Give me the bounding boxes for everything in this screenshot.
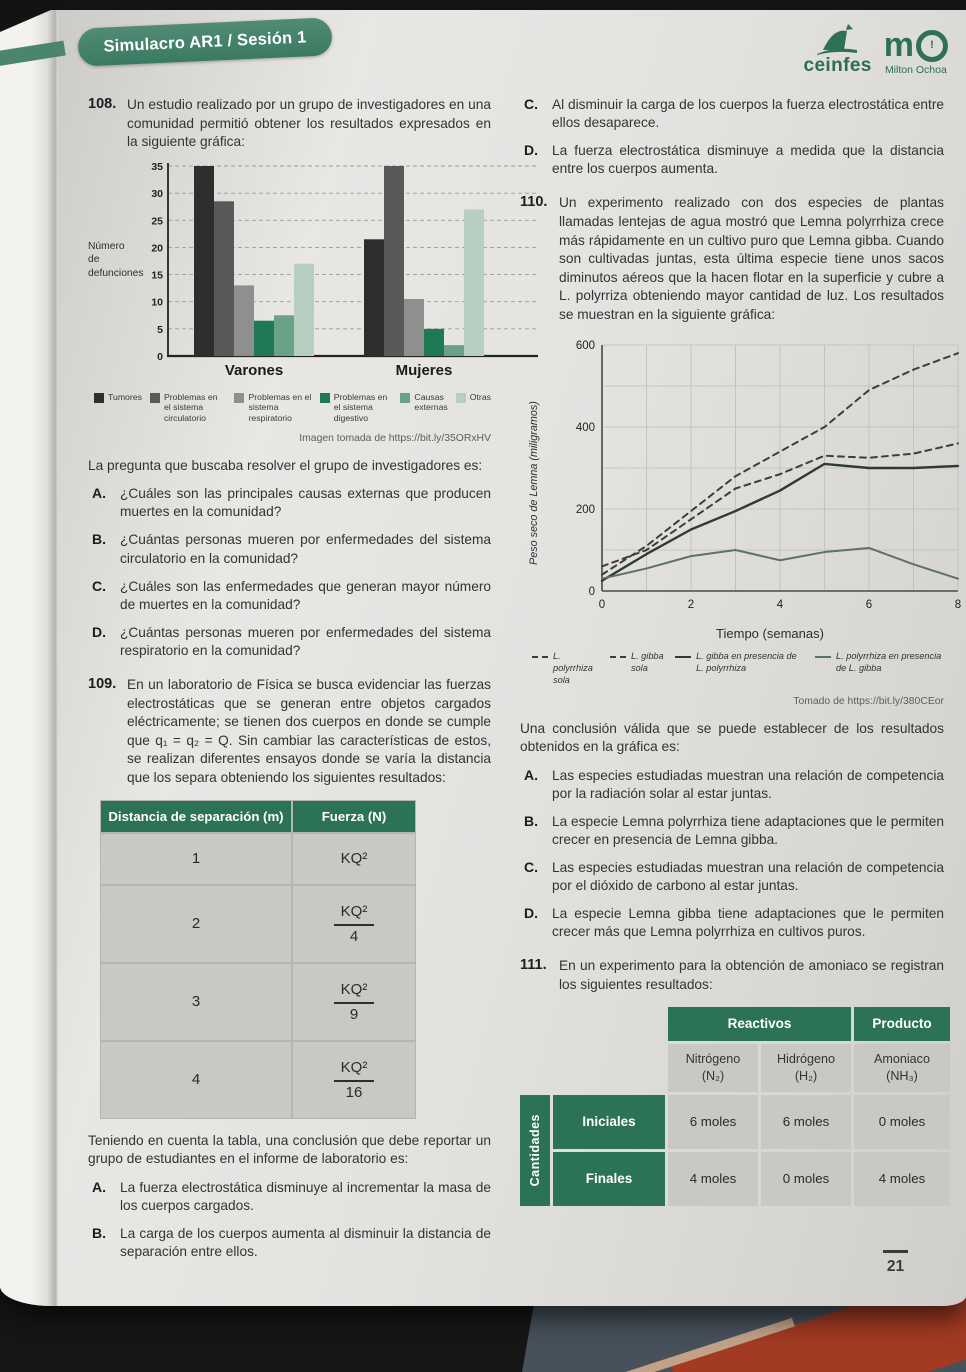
legend-marker [610,656,626,658]
line-chart-source: Tomado de https://bit.ly/380CEor [793,695,944,707]
ceinfes-brand-block [803,22,871,75]
option-110-c [524,859,944,895]
option-text: ¿Cuántas personas mueren por enfermedades del sistema respiratorio en la comunidad? [120,624,491,658]
bar-chart-legend [94,392,491,424]
page-left-fold [0,10,58,1306]
option-letter: A. [92,1178,106,1195]
fold-green-band [0,41,66,67]
table-cell-distance: 1 [101,834,291,884]
option-text: ¿Cuántas personas mueren por enfermedades del sistema circulatorio en la comunidad? [120,532,491,566]
svg-text:600: 600 [575,339,595,352]
force-fraction [334,849,375,868]
fraction-denominator: 16 [334,1080,375,1101]
option-letter: D. [524,905,538,922]
legend-swatch [320,393,330,403]
svg-text:Mujeres: Mujeres [395,361,453,379]
svg-text:0: 0 [588,585,595,598]
svg-text:2: 2 [687,598,695,611]
page-number [883,1250,908,1276]
legend-label: Otras [469,391,491,402]
legend-item [234,392,311,424]
table-cell-force [293,964,415,1040]
option-text: La fuerza electrostática disminuye a medida que la distancia entre los cuerpos aumenta. [552,143,944,177]
svg-text:6: 6 [865,598,873,611]
option-108-d [92,624,491,660]
svg-text:0: 0 [157,350,163,363]
row-label-finales: Finales [553,1152,665,1206]
svg-text:8: 8 [954,598,962,611]
option-109-c [524,96,944,132]
question-110 [520,194,944,324]
question-109-number: 109. [88,675,117,692]
table-side-label [520,1095,550,1206]
option-108-c [92,578,491,614]
milton-ochoa-block [883,25,948,76]
force-fraction [334,980,375,1023]
question-111-number: 111. [520,957,547,974]
col-formula: (NH₃) [886,1068,918,1083]
table-cell-force [293,1042,415,1118]
option-text: Las especies estudiadas muestran una relación de competencia por el dióxido de carbono al estar juntas. [552,860,944,894]
legend-label: Tumores [108,391,142,402]
legend-item [815,651,944,687]
legend-item [94,392,142,424]
legend-item [320,392,393,424]
legend-swatch [400,393,410,403]
option-text: Al disminuir la carga de los cuerpos la fuerza electrostática entre ellos desaparece. [552,97,944,131]
fraction-numerator: KQ² [340,1059,368,1077]
legend-label: Problemas en el sistema respiratorio [248,391,312,424]
option-letter: B. [92,1225,106,1242]
svg-text:15: 15 [151,269,163,282]
table-cell: 6 moles [761,1095,851,1149]
col-header-nitrogeno [668,1044,758,1092]
svg-text:20: 20 [151,242,163,255]
table-cell: 4 moles [854,1152,950,1206]
legend-label: L. polyrrhiza sola [553,650,593,685]
svg-text:5: 5 [157,323,163,336]
ammonia-table [520,1007,944,1206]
col-formula: (H₂) [794,1068,818,1083]
svg-text:400: 400 [575,421,595,434]
option-109-d [524,142,944,178]
legend-swatch [234,393,244,403]
fraction-denominator: 4 [334,924,375,945]
deaths-bar-chart [88,160,491,444]
svg-text:Varones: Varones [224,361,284,379]
legend-marker [532,656,548,658]
col-formula: (N₂) [701,1068,725,1083]
fraction-numerator: KQ² [340,981,368,999]
option-text: ¿Cuáles son las enfermedades que generan mayor número de muertes en la comunidad? [120,578,491,612]
question-110-stem: Una conclusión válida que se puede establecer de los resultados obtenidos en la gráfica es: [520,720,944,755]
legend-item [150,392,227,424]
question-108-stem: La pregunta que buscaba resolver el grupo de investigadores es: [88,457,483,473]
table-cell-force [293,834,415,884]
svg-text:10: 10 [151,296,163,309]
legend-label: Problemas en el sistema circulatorio [163,391,218,424]
option-108-a [92,485,491,521]
col-header-hidrogeno [761,1044,851,1092]
fraction-numerator: KQ² [340,850,368,868]
legend-marker [815,656,831,658]
legend-label: L. gibba sola [630,650,664,673]
page-number-rule [883,1250,908,1253]
option-text: La fuerza electrostática disminuye al incrementar la masa de los cuerpos cargados. [120,1179,491,1214]
option-text: La especie Lemna gibba tiene adaptaciones que le permiten crecer más que Lemna polyrrhiza en cultivos puros. [552,906,944,940]
table-header-producto: Producto [854,1007,950,1041]
session-banner-label: Simulacro AR1 / Sesión 1 [103,27,307,56]
svg-text:30: 30 [151,188,163,201]
page-number-value: 21 [886,1258,905,1275]
question-110-intro: Un experimento realizado con dos especies de plantas llamadas lentejas de agua mostró que Lemna polyrrhiza crece más rápidamente en un cultivo puro que Lemna gibba. Cuando son cultivadas juntas, esta última especie tiene unos sacos diminutos aéreos que la hacen flotar en la superficie y cubre a L. polyrriza obteniendo mayor cantidad de luz. Los resultados se muestran en la siguiente gráfica: [559,195,944,323]
fraction-numerator: KQ² [340,903,368,921]
table-cell: 0 moles [761,1152,851,1206]
bar-chart-ylabel: Número de defunciones [88,240,144,279]
legend-label: L. polyrrhiza en presencia de L. gibba [836,650,942,673]
option-110-b [524,813,944,849]
option-letter: B. [524,812,538,829]
force-fraction [334,1058,375,1101]
svg-text:25: 25 [151,215,163,228]
table-cell: 0 moles [854,1095,950,1149]
question-111-intro: En un experimento para la obtención de amoniaco se registran los siguientes resultados: [559,958,944,993]
question-108-number: 108. [88,96,117,112]
legend-swatch [150,393,160,403]
question-108-intro: Un estudio realizado por un grupo de investigadores en una comunidad permitió obtener los resultados expresados en la siguiente gráfica: [127,97,491,150]
option-letter: A. [92,485,106,502]
table-header-distance: Distancia de separación (m) [101,801,291,832]
force-fraction [334,902,375,945]
svg-text:4: 4 [776,598,784,611]
option-text: ¿Cuáles son las principales causas externas que producen muertes en la comunidad? [120,486,491,520]
question-109-stem: Teniendo en cuenta la tabla, una conclusión que debe reportar un grupo de estudiantes en el informe de laboratorio es: [88,1132,491,1167]
deaths-bar-chart-svg [138,160,540,382]
table-cell: 4 moles [668,1152,758,1206]
mo-monogram [883,25,948,64]
legend-label: Problemas en el sistema digestivo [333,391,388,424]
table-header-reactivos: Reactivos [668,1007,851,1041]
option-text: La especie Lemna polyrrhiza tiene adaptaciones que le permiten crecer en presencia de Lemna gibba. [552,813,944,848]
option-109-a [92,1179,491,1215]
test-page [0,10,966,1306]
option-108-b [92,531,491,567]
legend-swatch [456,393,466,403]
question-110-number: 110. [520,194,548,211]
table-cell-distance: 2 [101,886,291,962]
side-label-text: Cantidades [528,1113,542,1187]
legend-swatch [94,393,104,403]
table-cell: 6 moles [668,1095,758,1149]
monogram-m: m [883,25,914,64]
line-chart-xlabel: Tiempo (semanas) [716,625,824,641]
option-letter: C. [524,96,538,112]
bar-chart-source: Imagen tomada de https://bit.ly/35ORxHV [299,432,491,444]
question-108 [88,96,491,152]
left-column [88,96,491,1271]
legend-label: L. gibba en presencia de L. polyrrhiza [696,650,797,673]
fraction-denominator: 9 [334,1002,375,1023]
photo-corner-shadow [0,0,74,32]
table-cell-distance: 3 [101,964,291,1040]
lemna-line-chart [520,333,962,707]
option-letter: C. [92,577,106,594]
option-letter: D. [524,142,538,159]
table-cell-distance: 4 [101,1042,291,1118]
option-letter: B. [92,531,106,548]
svg-text:0: 0 [598,598,606,611]
col-name: Nitrógeno [685,1052,741,1067]
ceinfes-logo [803,22,948,75]
right-column [520,96,962,1206]
svg-text:200: 200 [575,503,595,516]
row-label-iniciales: Iniciales [553,1095,665,1149]
legend-item [400,392,447,424]
option-letter: C. [524,859,538,876]
option-110-d [524,905,944,941]
brand-name: ceinfes [803,55,872,76]
option-110-a [524,767,944,803]
legend-item [610,651,664,687]
svg-text:35: 35 [151,160,163,173]
person-name: Milton Ochoa [884,63,947,76]
question-109-intro: En un laboratorio de Física se busca evidenciar las fuerzas electrostáticas que se generan entre objetos cargados eléctricamente; se tienen dos cuerpos en donde se cumple que q₁ = q₂ = Q. Sin cambiar las características de estos, se realizan diferentes ensayos donde se varía la distancia que los separa obteniendo los siguientes resultados: [127,676,491,786]
option-letter: D. [92,623,106,640]
legend-item [456,392,491,424]
table-cell-force [293,886,415,962]
question-109 [88,676,491,788]
legend-item [675,651,804,687]
option-109-b [92,1225,491,1261]
lemna-line-chart-svg [562,333,964,625]
col-name: Amoniaco [873,1052,930,1067]
option-text: Las especies estudiadas muestran una relación de competencia por la radiación solar al estar juntas. [552,767,944,801]
legend-label: Causas externas [414,391,448,413]
col-name: Hidrógeno [776,1052,836,1067]
line-chart-ylabel: Peso seco de Lemna (miligramos) [528,400,540,565]
force-distance-table [100,800,416,1119]
table-header-force: Fuerza (N) [293,801,415,832]
option-text: La carga de los cuerpos aumenta al disminuir la distancia de separación entre ellos. [120,1226,491,1260]
monogram-o-ring: ! [916,30,948,62]
line-chart-legend [532,651,944,687]
option-letter: A. [524,766,538,783]
sailboat-icon [815,22,861,56]
legend-item [532,651,599,687]
legend-marker [675,656,691,658]
session-banner [77,17,332,66]
col-header-amoniaco [854,1044,950,1092]
question-111 [520,957,944,994]
